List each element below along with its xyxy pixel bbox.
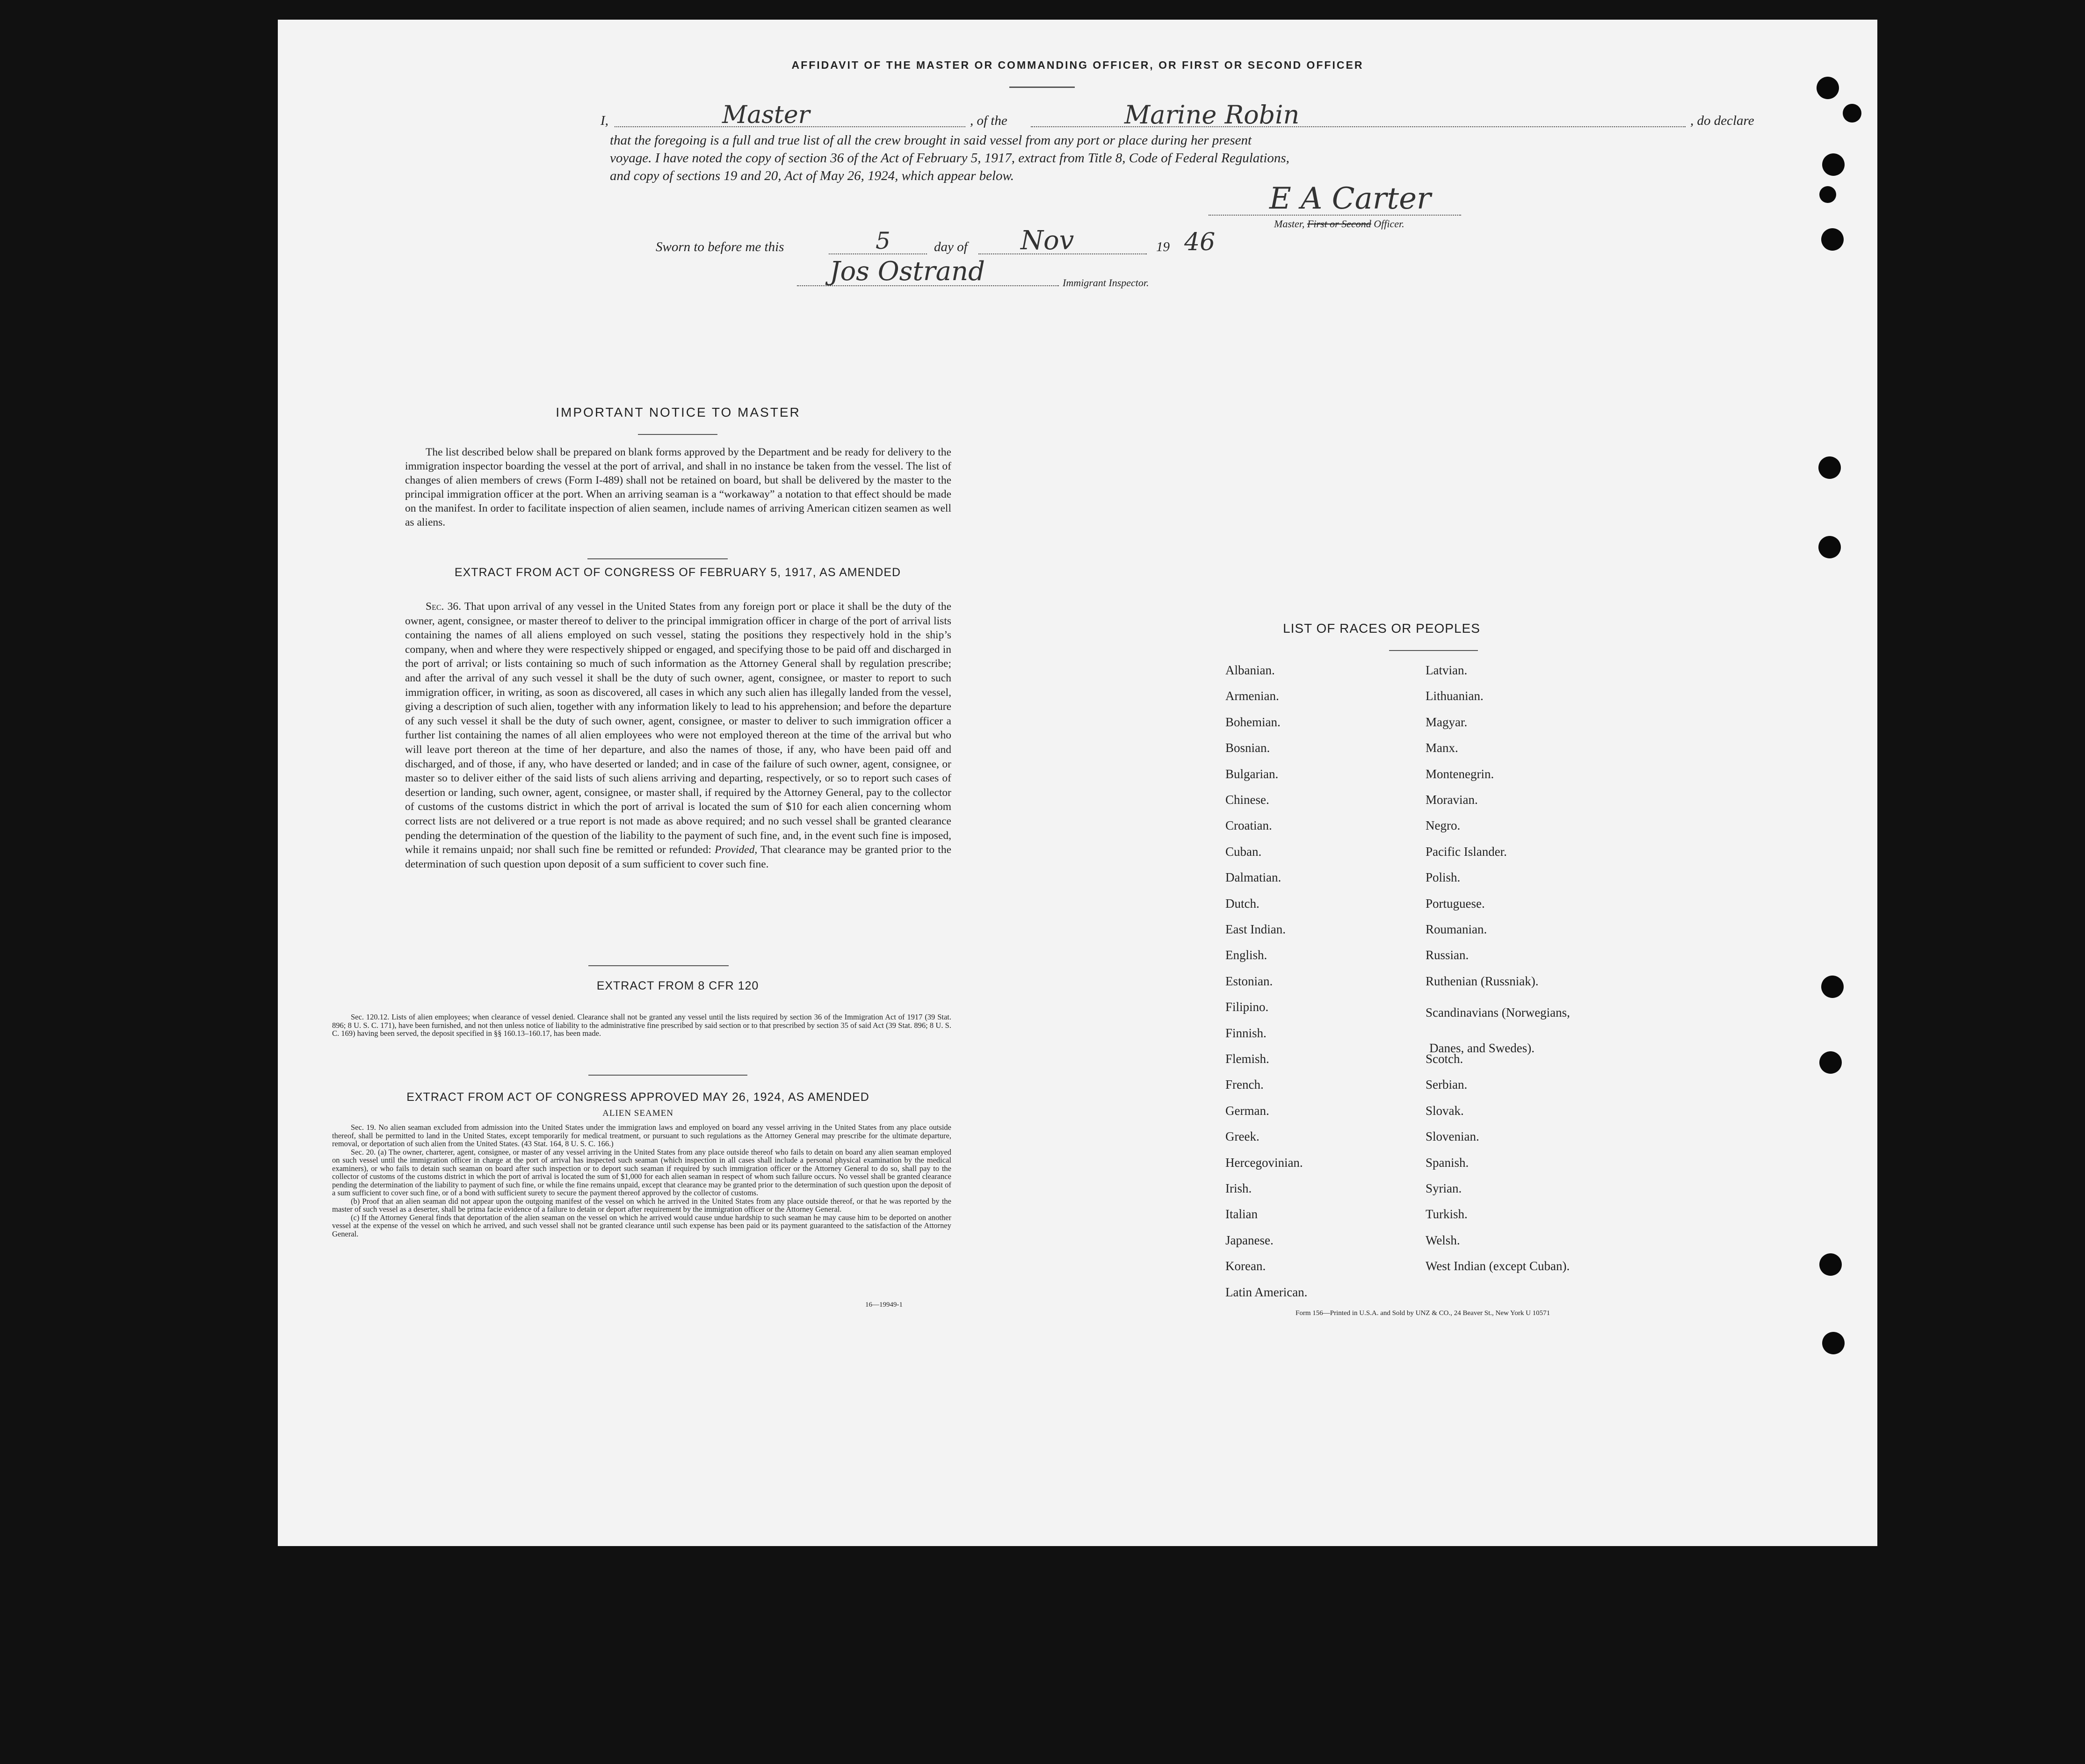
- year-prefix: 19: [1156, 239, 1170, 254]
- race-item: Negro.: [1426, 818, 1461, 833]
- race-item: Pacific Islander.: [1426, 844, 1507, 859]
- race-item: Dalmatian.: [1225, 870, 1281, 885]
- race-item: Polish.: [1426, 870, 1461, 885]
- affidavit-line-2: that the foregoing is a full and true list of all the crew brought in said vessel from any port or place during her present: [610, 133, 1252, 148]
- race-item: Bulgarian.: [1225, 766, 1279, 781]
- race-item: Chinese.: [1225, 793, 1269, 807]
- race-item: Roumanian.: [1426, 922, 1487, 936]
- binder-hole: [1817, 77, 1839, 99]
- form-page: [278, 20, 1877, 1546]
- race-item: Greek.: [1225, 1129, 1260, 1144]
- race-item: Serbian.: [1426, 1077, 1468, 1092]
- race-item: West Indian (except Cuban).: [1426, 1259, 1570, 1273]
- race-item: French.: [1225, 1077, 1264, 1092]
- race-item: Cuban.: [1225, 844, 1262, 859]
- race-item: Irish.: [1225, 1181, 1252, 1195]
- sec-20c-text: (c) If the Attorney General finds that deportation of the alien seaman on the vessel on which he arrived would cause undue hardship to such seaman he may cause him to be deported on another vessel at the expense of the vessel on which he arrived, and such vessel shall not be granted clearance until such expense has been paid or its payment guaranteed to the satisfaction of the Attorney General.: [332, 1213, 951, 1238]
- provided-label: Provided,: [715, 844, 758, 856]
- race-item: Danes, and Swedes).: [1429, 1041, 1535, 1055]
- race-item: Portuguese.: [1426, 896, 1485, 911]
- race-item: Slovenian.: [1426, 1129, 1479, 1144]
- binder-hole: [1843, 104, 1861, 123]
- sec-20b-text: (b) Proof that an alien seaman did not appear upon the outgoing manifest of the vessel on which he arrived in the United States from any place outside thereof, or that he was reported by the master of such vessel as a deserter, shall be prima facie evidence of a failure to detain or deport after requirement by the immigration officer or the Attorney General.: [332, 1196, 951, 1214]
- of-the-label: , of the: [970, 113, 1007, 128]
- race-item: Slovak.: [1426, 1103, 1464, 1118]
- form-code: 16—19949-1: [865, 1301, 903, 1309]
- race-item: Dutch.: [1225, 896, 1260, 911]
- binder-hole: [1818, 536, 1841, 558]
- race-item: Russian.: [1426, 948, 1469, 962]
- race-item: Bosnian.: [1225, 741, 1270, 755]
- extract-1924-title: EXTRACT FROM ACT OF CONGRESS APPROVED MAY 26, 1924, AS AMENDED: [406, 1091, 869, 1104]
- sworn-line: [656, 225, 1544, 267]
- sec-36-text: That upon arrival of any vessel in the United States from any foreign port or place it shall be the duty of the owner, agent, consignee, or master thereof to deliver to the principal immigration officer in charge of the port of arrival lists containing the names of all aliens employed on such vessel, stating the positions they respectively hold in the ship’s company, when and where they were respectively shipped or engaged, and specifying those to be paid off and discharged in the port of arrival; or lists containing so much of such information as the Attorney General shall by regulation prescribe; and after the arrival of any such vessel it shall be the duty of such owner, agent, consignee, or master to report to such immigration officer, in writing, as soon as discovered, all cases in which any such alien has illegally landed from the vessel, giving a description of such alien, together with any information likely to lead to his apprehension; and before the departure of any such vessel it shall be the duty of such owner, agent, consignee, or master to deliver to such immigration officer a further list containing the names of all alien employees who were not employed thereon at the time of the arrival but who will leave port thereon at the time of her departure, and also the names of those, if any, who have been paid off and discharged, and of those, if any, who have deserted or landed; and in case of the failure of such owner, agent, consignee, or master so to deliver either of the said lists of such aliens arriving and departing, respectively, or so to report such cases of desertion or landing, such owner, agent, consignee, or master shall, if required by the Attorney General, pay to the collector of customs of the customs district in which the port of arrival is located the sum of $10 for each alien concerning whom correct lists are not delivered or a true report is not made as above required; and no such vessel shall be granted clearance pending the determination of the question of the liability to the payment of such fine, and, in the event such fine is imposed, while it remains unpaid; nor shall such fine be remitted or refunded:: [405, 600, 952, 856]
- notice-title-rule: [638, 434, 717, 435]
- race-item: Turkish.: [1426, 1207, 1468, 1222]
- inspector-signature: Jos Ostrand: [830, 256, 985, 287]
- extract-cfr-title: EXTRACT FROM 8 CFR 120: [596, 979, 759, 992]
- master-officer-label: [1274, 218, 1404, 230]
- vessel-handwriting: Marine Robin: [1124, 100, 1300, 130]
- race-item: East Indian.: [1225, 922, 1286, 936]
- officer-suffix: Officer.: [1374, 218, 1404, 230]
- extract-1917-title: EXTRACT FROM ACT OF CONGRESS OF FEBRUARY 5, 1917, AS AMENDED: [454, 566, 901, 579]
- race-item: Magyar.: [1426, 715, 1468, 729]
- declarant-handwriting: Master: [722, 101, 810, 129]
- sec-36-label: Sec. 36.: [426, 600, 461, 613]
- race-item: Scandinavians (Norwegians,: [1426, 1005, 1570, 1020]
- race-item: Estonian.: [1225, 974, 1273, 988]
- extract-cfr-body: Sec. 120.12. Lists of alien employees; when clearance of vessel denied. Clearance shall not be granted any vessel until the lists required by section 36 of the Immigration Act of 1917 (39 Stat. 896; 8 U. S. C. 171), have been furnished, and not then unless notice of liability to the administrative fine prescribed by said section or to that prescribed by section 35 of said Act (39 Stat. 896; 8 U. S. C. 169) having been served, the deposit specified in §§ 160.13–160.17, has been made.: [332, 1012, 951, 1038]
- rule-before-cfr: [588, 965, 729, 966]
- sworn-month: Nov: [1021, 225, 1074, 256]
- race-item: Latvian.: [1426, 663, 1468, 677]
- sec-36-text-end: That clearance may be granted prior to the determination of such question upon deposit of a sum sufficient to cover such fine.: [405, 844, 952, 870]
- rule-before-1917: [587, 558, 728, 559]
- races-title: LIST OF RACES OR PEOPLES: [1283, 621, 1480, 636]
- rule-before-1924: [588, 1075, 747, 1076]
- sworn-label: Sworn to before me this: [656, 239, 784, 254]
- affidavit-title-rule: [1009, 87, 1075, 88]
- race-item: Manx.: [1426, 741, 1458, 755]
- race-item: Croatian.: [1225, 818, 1272, 833]
- race-item: Finnish.: [1225, 1026, 1267, 1040]
- master-signature: E A Carter: [1269, 181, 1431, 216]
- inspector-line: [797, 285, 1059, 286]
- race-item: Ruthenian (Russniak).: [1426, 974, 1539, 988]
- race-item: Montenegrin.: [1426, 766, 1494, 781]
- sec-20a-text: Sec. 20. (a) The owner, charterer, agent, consignee, or master of any vessel arriving in the United States from any place outside thereof who fails to detain on board any alien seaman employed on such vessel until the immigration officer in charge at the port of arrival has inspected such seaman (which inspection in all cases shall include a personal physical examination by the medical examiners), or who fails to detain such seaman on board after such inspection or to deport such seaman if required by such immigration officer or the Attorney General to do so, shall pay to the collector of customs of the customs district in which the port of arrival is located the sum of $1,000 for each alien seaman in respect of whom such failure occurs. No vessel shall be granted clearance pending the determination of the liability to payment of such fine, or while the fine remains unpaid, except that clearance may be granted prior to the determination of such question upon the deposit of a sum sufficient to cover such fine, or of a bond with sufficient surety to secure the payment thereof approved by the collector of customs.: [332, 1147, 951, 1197]
- binder-hole: [1819, 186, 1836, 203]
- race-item: Lithuanian.: [1426, 689, 1484, 703]
- race-item: Korean.: [1225, 1259, 1266, 1273]
- printer-credit: Form 156—Printed in U.S.A. and Sold by UNZ & CO., 24 Beaver St., New York U 10571: [1296, 1309, 1550, 1317]
- binder-hole: [1821, 228, 1844, 251]
- race-item: Filipino.: [1225, 1000, 1269, 1014]
- binder-hole: [1822, 153, 1845, 176]
- notice-title: IMPORTANT NOTICE TO MASTER: [556, 405, 801, 419]
- race-item: Welsh.: [1426, 1233, 1460, 1247]
- year-suffix: 46: [1184, 228, 1216, 256]
- race-item: English.: [1225, 948, 1267, 962]
- binder-hole: [1819, 1253, 1842, 1276]
- race-item: Moravian.: [1426, 793, 1478, 807]
- sec-19-text: Sec. 19. No alien seaman excluded from admission into the United States under the immigration laws and employed on board any vessel arriving in the United States from any place outside thereof, shall be permitted to land in the United States, except temporarily for medical treatment, or pursuant to such regulations as the Attorney General may prescribe for the ultimate departure, removal, or deportation of such alien from the United States. (43 Stat. 164, 8 U. S. C. 166.): [332, 1123, 951, 1148]
- race-item: Syrian.: [1426, 1181, 1462, 1195]
- inspector-label: Immigrant Inspector.: [1063, 277, 1149, 289]
- race-item: Italian: [1225, 1207, 1258, 1222]
- officer-struck: First or Second: [1307, 218, 1371, 230]
- race-item: Scotch.: [1426, 1052, 1463, 1066]
- master-label: Master,: [1274, 218, 1305, 230]
- binder-hole: [1822, 1332, 1845, 1354]
- affidavit-line-3: voyage. I have noted the copy of section 36 of the Act of February 5, 1917, extract from Title 8, Code of Federal Regulations,: [610, 151, 1289, 166]
- affidavit-title: AFFIDAVIT OF THE MASTER OR COMMANDING OFFICER, OR FIRST OR SECOND OFFICER: [791, 59, 1364, 71]
- race-item: German.: [1225, 1103, 1269, 1118]
- do-declare-label: , do declare: [1690, 113, 1754, 128]
- race-item: Bohemian.: [1225, 715, 1281, 729]
- race-item: Flemish.: [1225, 1052, 1269, 1066]
- extract-1917-body: [405, 600, 951, 871]
- binder-hole: [1821, 976, 1844, 998]
- affidavit-line-4: and copy of sections 19 and 20, Act of May 26, 1924, which appear below.: [610, 168, 1014, 183]
- race-item: Armenian.: [1225, 689, 1279, 703]
- race-item: Japanese.: [1225, 1233, 1274, 1247]
- i-label: I,: [601, 113, 608, 128]
- signature-line: [1209, 215, 1461, 216]
- races-title-rule: [1389, 650, 1478, 651]
- extract-1924-subtitle: ALIEN SEAMEN: [602, 1108, 673, 1118]
- race-item: Latin American.: [1225, 1285, 1308, 1299]
- day-of-label: day of: [934, 239, 968, 254]
- race-item: Hercegovinian.: [1225, 1155, 1303, 1170]
- notice-body: The list described below shall be prepared on blank forms approved by the Department and be ready for delivery to the immigration inspector boarding the vessel at the port of arrival, and shall in no instance be taken from the vessel. The list of changes of alien members of crews (Form I-489) shall not be retained on board, but shall be delivered by the master to the principal immigration officer at the port. When an arriving seaman is a “workaway” a notation to that effect should be made on the manifest. In order to facilitate inspection of alien seamen, include names of arriving American citizen seamen as well as aliens.: [405, 446, 951, 528]
- race-item: Spanish.: [1426, 1155, 1469, 1170]
- race-item: Albanian.: [1225, 663, 1275, 677]
- sworn-day: 5: [876, 227, 890, 254]
- extract-1924-body: [332, 1123, 951, 1238]
- binder-hole: [1818, 456, 1841, 479]
- binder-hole: [1819, 1051, 1842, 1074]
